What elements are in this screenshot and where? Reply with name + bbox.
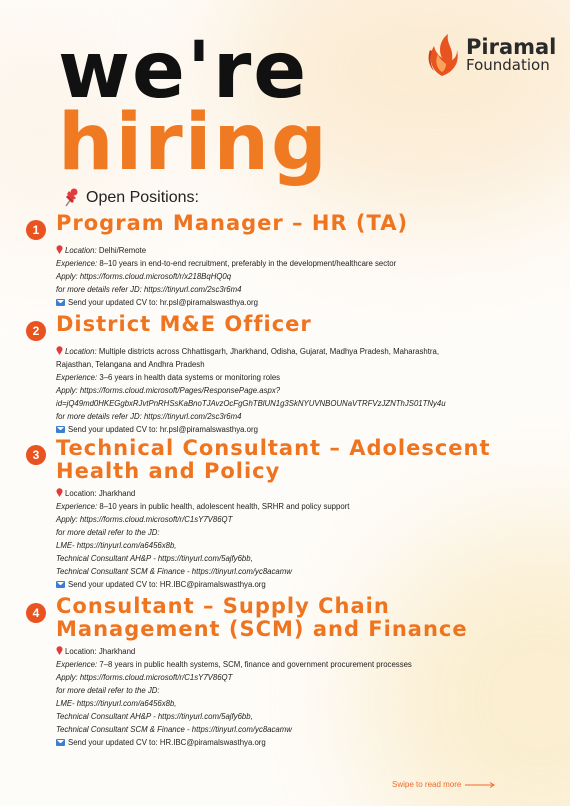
headline-line2: hiring [58,98,329,188]
experience-line: Experience: 3–6 years in health data systems or monitoring roles [56,373,281,382]
logo-text [466,36,556,74]
pushpin-icon [62,188,80,208]
jd-link[interactable]: for more details refer JD: https://tinyurl.com/2sc3r6m4 [56,285,242,294]
swipe-hint[interactable] [392,780,495,789]
swipe-text: Swipe to read more [392,780,462,789]
open-positions-heading [62,188,199,208]
cv-line: Send your updated CV to: hr.psl@piramalswasthya.org [56,296,546,309]
apply-link[interactable]: Apply: https://forms.cloud.microsoft/r/x218BqHQ0q [56,272,232,281]
headline-line1: we're [58,26,309,116]
location-pin-icon [56,488,63,497]
job-title-line: Management (SCM) and Finance [56,617,468,642]
location-line-cont: Rajasthan, Telangana and Andhra Pradesh [56,360,205,369]
job-title-line: District M&E Officer [56,312,312,336]
cv-line: Send your updated CV to: hr.psl@piramalswasthya.org [56,423,546,436]
jd-link[interactable]: Technical Consultant SCM & Finance - https://tinyurl.com/yc8acamw [56,567,292,577]
job-posting-4 [26,595,546,749]
location-pin-icon [56,646,63,655]
cv-line: Send your updated CV to: HR.IBC@piramalswasthya.org [56,736,546,749]
job-title [56,595,468,641]
arrow-right-icon [465,782,495,788]
job-title-line: Consultant – Supply Chain [56,594,390,618]
job-posting-1 [26,212,546,309]
job-title [56,313,312,336]
apply-link[interactable]: Apply: https://forms.cloud.microsoft/Pages/ResponsePage.aspx? [56,386,281,395]
logo-name: Piramal [466,35,557,60]
envelope-icon [56,426,65,433]
job-title-line: Health and Policy [56,459,281,484]
job-posting-3 [26,437,546,591]
envelope-icon [56,299,65,306]
location-line: Location: Jharkhand [56,487,546,500]
jd-link[interactable]: LME- https://tinyurl.com/a6456x8b, [56,541,177,551]
jd-link[interactable]: Technical Consultant AH&P - https://tinyurl.com/5ajfy6bb, [56,554,253,564]
location-pin-icon [56,245,63,254]
job-title [56,212,408,235]
job-number-badge: 4 [26,603,46,623]
experience-line: Experience: 8–10 years in end-to-end recruitment, preferably in the development/healthcare sector [56,259,397,268]
location-line: Location: Multiple districts across Chhattisgarh, Jharkhand, Odisha, Gujarat, Madhya Pradesh, Maharashtra, [56,345,546,358]
job-details [56,487,546,591]
jd-intro: for more detail refer to the JD: [56,528,160,538]
job-details [56,345,546,436]
job-number-badge: 2 [26,321,46,341]
flame-logo-icon [424,30,460,80]
piramal-logo [424,30,556,80]
job-title [56,437,491,483]
job-details [56,244,546,309]
jd-intro: for more detail refer to the JD: [56,686,160,696]
cv-line: Send your updated CV to: HR.IBC@piramalswasthya.org [56,578,546,591]
logo-sub: Foundation [466,56,550,75]
job-title-line: Technical Consultant – Adolescent [56,436,491,460]
apply-link[interactable]: Apply: https://forms.cloud.microsoft/r/C1sY7V86QT [56,673,233,683]
apply-link-cont[interactable]: id=jQ49md0HKEGgbxRJvtPnRHSsKaBnoTJAvzOcFgGhTBlUN1g3SkNYUVNBOUNaVTRFVzJZNThJS01TNy4u [56,399,446,408]
open-positions-label: Open Positions: [86,189,199,206]
envelope-icon [56,739,65,746]
jd-link[interactable]: LME- https://tinyurl.com/a6456x8b, [56,699,177,709]
jd-link[interactable]: Technical Consultant SCM & Finance - https://tinyurl.com/yc8acamw [56,725,292,735]
job-title-line: Program Manager – HR (TA) [56,211,409,235]
location-line: Location: Delhi/Remote [56,244,546,257]
jd-link[interactable]: Technical Consultant AH&P - https://tinyurl.com/5ajfy6bb, [56,712,253,722]
job-posting-2 [26,313,546,436]
location-pin-icon [56,346,63,355]
envelope-icon [56,581,65,588]
apply-link[interactable]: Apply: https://forms.cloud.microsoft/r/C1sY7V86QT [56,515,233,525]
job-number-badge: 1 [26,220,46,240]
job-details [56,645,546,749]
location-line: Location: Jharkhand [56,645,546,658]
jd-link[interactable]: for more details refer JD: https://tinyurl.com/2sc3r6m4 [56,412,242,421]
experience-line: Experience: 7–8 years in public health systems, SCM, finance and government procurement processes [56,660,412,670]
experience-line: Experience: 8–10 years in public health, adolescent health, SRHR and policy support [56,502,350,512]
job-number-badge: 3 [26,445,46,465]
